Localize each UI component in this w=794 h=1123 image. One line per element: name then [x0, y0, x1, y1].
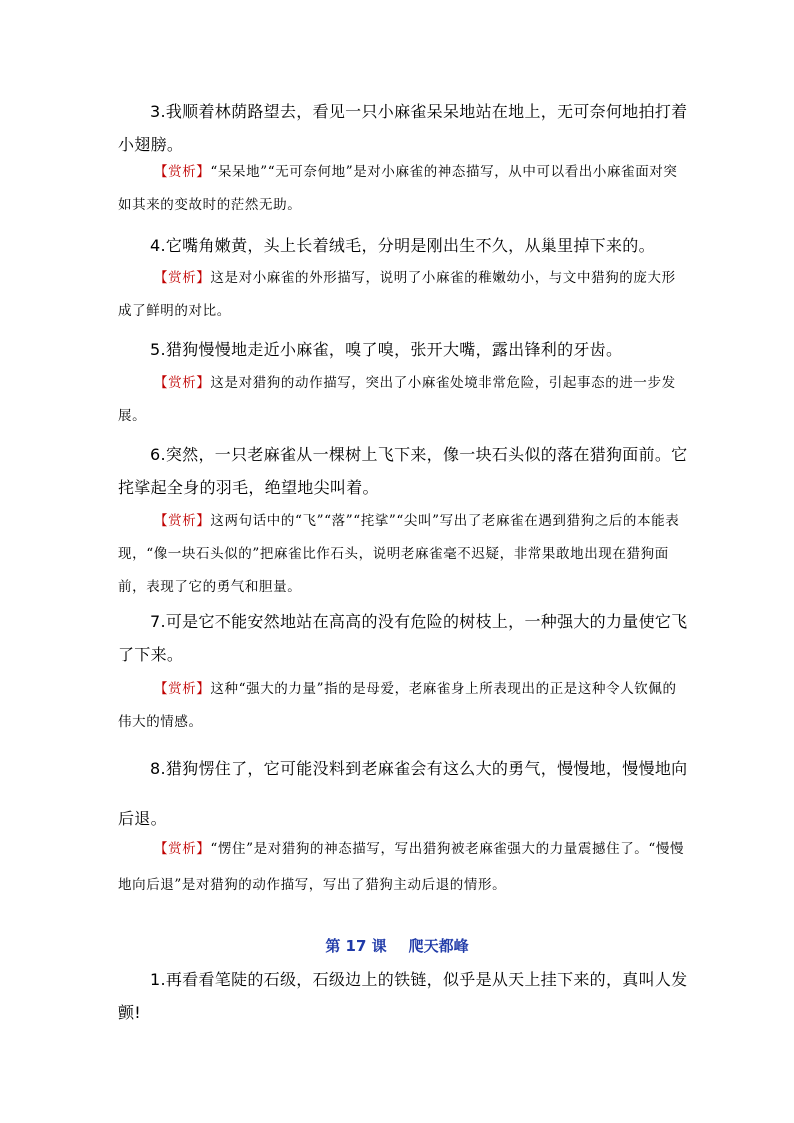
analysis-tag: 【赏析】 — [154, 681, 211, 697]
analysis-tag: 【赏析】 — [154, 164, 211, 180]
example-sentence: 1.再看看笔陡的石级，石级边上的铁链，似乎是从天上挂下来的，真叫人发颤! — [118, 970, 688, 1022]
analysis-tag: 【赏析】 — [154, 513, 211, 529]
analysis-text: 这是对猎狗的动作描写，突出了小麻雀处境非常危险，引起事态的进一步发展。 — [118, 375, 676, 424]
example-sentence: 3.我顺着林荫路望去，看见一只小麻雀呆呆地站在地上，无可奈何地拍打着小翅膀。 — [118, 102, 688, 154]
example-sentence: 6.突然，一只老麻雀从一棵树上飞下来，像一块石头似的落在猎狗面前。它挓挲起全身的羽毛，绝望地尖叫着。 — [118, 445, 688, 497]
analysis-paragraph — [118, 367, 688, 433]
analysis-tag: 【赏析】 — [154, 270, 211, 286]
example-sentence: 7.可是它不能安然地站在高高的没有危险的树枝上，一种强大的力量使它飞了下来。 — [118, 612, 688, 664]
analysis-tag: 【赏析】 — [154, 841, 211, 857]
analysis-text: “愣住”是对猎狗的神态描写，写出猎狗被老麻雀强大的力量震撼住了。“慢慢地向后退”是对猎狗的动作描写，写出了猎狗主动后退的情形。 — [118, 841, 685, 893]
example-sentence: 8.猎狗愣住了，它可能没料到老麻雀会有这么大的勇气，慢慢地，慢慢地向后退。 — [118, 759, 688, 828]
analysis-text: 这两句话中的“飞”“落”“挓挲”“尖叫”写出了老麻雀在遇到猎狗之后的本能表现，“像一块石头似的”把麻雀比作石头，说明老麻雀毫不迟疑，非常果敢地出现在猎狗面前，表现了它的勇气和胆量。 — [118, 513, 680, 595]
example-sentence: 4.它嘴角嫩黄，头上长着绒毛，分明是刚出生不久，从巢里掉下来的。 — [150, 236, 655, 255]
lesson-heading — [0, 934, 794, 958]
analysis-paragraph — [118, 831, 688, 903]
analysis-tag: 【赏析】 — [154, 375, 211, 391]
example-sentence: 5.猎狗慢慢地走近小麻雀，嗅了嗅，张开大嘴，露出锋利的牙齿。 — [150, 340, 623, 359]
analysis-paragraph — [118, 262, 688, 328]
analysis-paragraph — [118, 673, 688, 739]
analysis-text: “呆呆地”“无可奈何地”是对小麻雀的神态描写，从中可以看出小麻雀面对突如其来的变故时的茫然无助。 — [118, 164, 678, 213]
analysis-text: 这是对小麻雀的外形描写，说明了小麻雀的稚嫩幼小，与文中猎狗的庞大形成了鲜明的对比。 — [118, 270, 676, 319]
analysis-text: 这种“强大的力量”指的是母爱，老麻雀身上所表现出的正是这种令人钦佩的伟大的情感。 — [118, 681, 677, 730]
lesson-number: 第 17 课 — [325, 937, 387, 955]
analysis-paragraph — [118, 156, 688, 222]
lesson-title: 爬天都峰 — [408, 937, 469, 955]
analysis-paragraph — [118, 505, 688, 604]
